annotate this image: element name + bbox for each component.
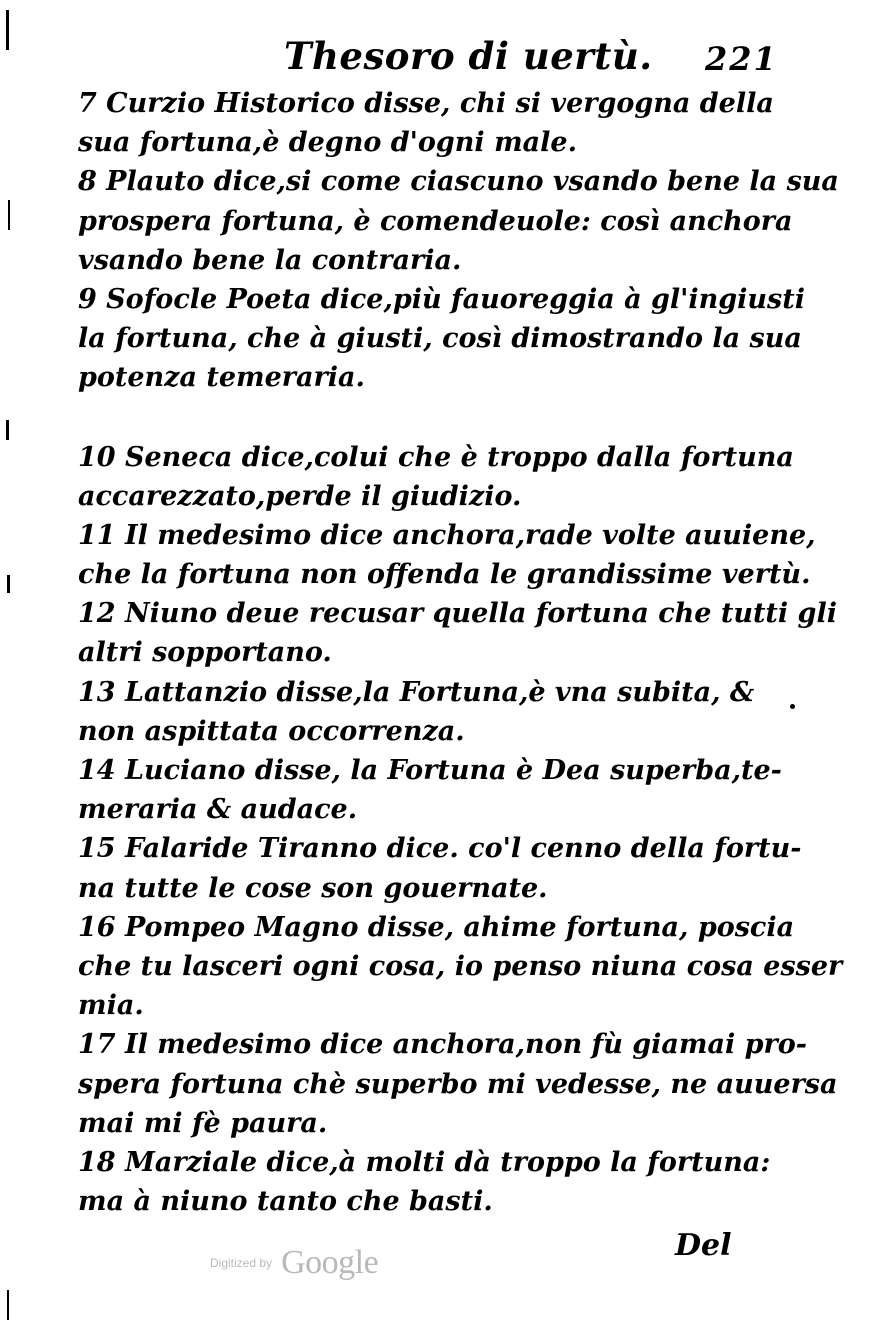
text-line: 7 Curzio Historico disse, chi si vergogna della (78, 88, 774, 119)
text-line: 13 Lattanzio disse,la Fortuna,è vna subita, & (78, 676, 755, 708)
running-title: Thesoro di uertù. (284, 34, 653, 78)
scan-edge-mark (7, 1290, 9, 1320)
catchword: Del (675, 1228, 732, 1263)
google-logo: Google (281, 1244, 379, 1281)
text-line: prospera fortuna, è comendeuole: così anchora (78, 205, 793, 237)
text-line: mai mi fè paura. (78, 1107, 328, 1139)
text-line: la fortuna, che à giusti, così dimostrando la sua (78, 323, 802, 355)
text-line: 11 Il medesimo dice anchora,rade volte auuiene, (78, 519, 816, 551)
text-line: 15 Falaride Tiranno dice. co'l cenno della fortu- (78, 833, 802, 865)
page-header (0, 34, 876, 84)
scan-edge-mark (6, 420, 9, 440)
text-line: spera fortuna chè superbo mi vedesse, ne auuersa (78, 1068, 838, 1100)
text-line: altri sopportano. (78, 637, 332, 669)
text-line: che tu lasceri ogni cosa, io penso niuna cosa esser (78, 950, 843, 982)
text-line: che la fortuna non offenda le grandissime vertù. (78, 559, 811, 591)
text-line: 10 Seneca dice,colui che è troppo dalla fortuna (78, 441, 794, 473)
scan-edge-mark (7, 575, 10, 593)
text-line: 16 Pompeo Magno disse, ahime fortuna, poscia (78, 911, 795, 943)
scan-edge-mark (8, 200, 10, 230)
text-line: ma à niuno tanto che basti. (78, 1186, 493, 1218)
ink-speck (790, 704, 795, 709)
text-line: potenza temeraria. (78, 362, 365, 394)
text-line: na tutte le cose son gouernate. (78, 872, 548, 904)
text-line: sua fortuna,è degno d'ogni male. (78, 127, 577, 159)
text-line: 12 Niuno deue recusar quella fortuna che tutti gli (78, 598, 837, 630)
text-line: mia. (78, 990, 144, 1022)
body-text (78, 84, 843, 1221)
page-number: 221 (705, 40, 778, 78)
text-line: meraria & audace. (78, 794, 358, 826)
text-line: 18 Marziale dice,à molti dà troppo la fortuna: (78, 1146, 771, 1178)
text-line: non aspittata occorrenza. (78, 715, 465, 747)
digitized-watermark (210, 1244, 378, 1284)
text-line: 8 Plauto dice,si come ciascuno vsando bene la sua (78, 166, 839, 198)
watermark-prefix: Digitized by (210, 1256, 273, 1270)
text-line: 14 Luciano disse, la Fortuna è Dea superba,te- (78, 755, 782, 786)
text-line: 17 Il medesimo dice anchora,non fù giamai pro- (78, 1029, 807, 1061)
text-line: vsando bene la contraria. (78, 244, 462, 276)
paragraph-gap (78, 398, 738, 438)
text-line: 9 Sofocle Poeta dice,più fauoreggia à gl'ingiusti (78, 283, 805, 315)
text-line: accarezzato,perde il giudizio. (78, 480, 522, 512)
